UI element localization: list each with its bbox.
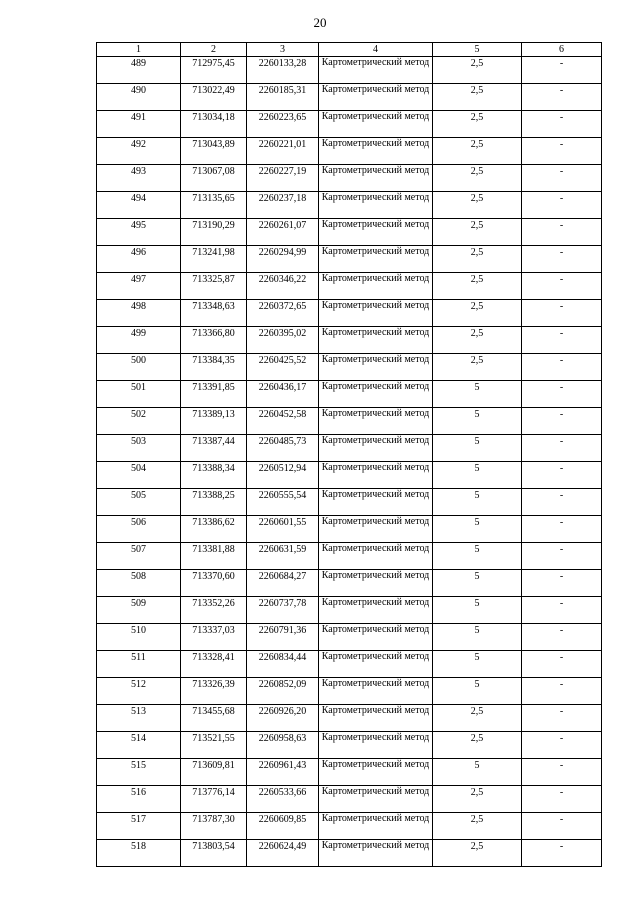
y-coordinate-cell: 2260512,94 xyxy=(247,462,319,489)
table-row xyxy=(97,300,602,327)
point-number-cell: 508 xyxy=(97,570,181,597)
table-row xyxy=(97,705,602,732)
method-cell: Картометрический метод xyxy=(319,192,433,219)
x-coordinate-cell: 713348,63 xyxy=(181,300,247,327)
y-coordinate-cell: 2260395,02 xyxy=(247,327,319,354)
x-coordinate-cell: 713388,34 xyxy=(181,462,247,489)
x-coordinate-cell: 713241,98 xyxy=(181,246,247,273)
point-number-cell: 510 xyxy=(97,624,181,651)
point-number-cell: 492 xyxy=(97,138,181,165)
accuracy-cell: 2,5 xyxy=(433,300,522,327)
note-cell: - xyxy=(522,516,602,543)
point-number-cell: 515 xyxy=(97,759,181,786)
point-number-cell: 491 xyxy=(97,111,181,138)
y-coordinate-cell: 2260631,59 xyxy=(247,543,319,570)
method-cell: Картометрический метод xyxy=(319,624,433,651)
table-row xyxy=(97,408,602,435)
y-coordinate-cell: 2260926,20 xyxy=(247,705,319,732)
note-cell: - xyxy=(522,192,602,219)
x-coordinate-cell: 713326,39 xyxy=(181,678,247,705)
note-cell: - xyxy=(522,84,602,111)
table-row xyxy=(97,381,602,408)
x-coordinate-cell: 713043,89 xyxy=(181,138,247,165)
method-cell: Картометрический метод xyxy=(319,570,433,597)
note-cell: - xyxy=(522,570,602,597)
note-cell: - xyxy=(522,732,602,759)
note-cell: - xyxy=(522,327,602,354)
point-number-cell: 500 xyxy=(97,354,181,381)
point-number-cell: 490 xyxy=(97,84,181,111)
accuracy-cell: 2,5 xyxy=(433,165,522,192)
point-number-cell: 503 xyxy=(97,435,181,462)
note-cell: - xyxy=(522,597,602,624)
method-cell: Картометрический метод xyxy=(319,543,433,570)
method-cell: Картометрический метод xyxy=(319,597,433,624)
table-row xyxy=(97,84,602,111)
note-cell: - xyxy=(522,273,602,300)
point-number-cell: 497 xyxy=(97,273,181,300)
x-coordinate-cell: 713386,62 xyxy=(181,516,247,543)
method-cell: Картометрический метод xyxy=(319,516,433,543)
method-cell: Картометрический метод xyxy=(319,813,433,840)
method-cell: Картометрический метод xyxy=(319,84,433,111)
point-number-cell: 494 xyxy=(97,192,181,219)
note-cell: - xyxy=(522,813,602,840)
table-row xyxy=(97,624,602,651)
note-cell: - xyxy=(522,462,602,489)
y-coordinate-cell: 2260601,55 xyxy=(247,516,319,543)
accuracy-cell: 5 xyxy=(433,489,522,516)
point-number-cell: 505 xyxy=(97,489,181,516)
y-coordinate-cell: 2260609,85 xyxy=(247,813,319,840)
y-coordinate-cell: 2260185,31 xyxy=(247,84,319,111)
accuracy-cell: 2,5 xyxy=(433,354,522,381)
x-coordinate-cell: 713328,41 xyxy=(181,651,247,678)
method-cell: Картометрический метод xyxy=(319,57,433,84)
point-number-cell: 514 xyxy=(97,732,181,759)
x-coordinate-cell: 713776,14 xyxy=(181,786,247,813)
method-cell: Картометрический метод xyxy=(319,489,433,516)
method-cell: Картометрический метод xyxy=(319,651,433,678)
x-coordinate-cell: 713135,65 xyxy=(181,192,247,219)
accuracy-cell: 2,5 xyxy=(433,705,522,732)
point-number-cell: 507 xyxy=(97,543,181,570)
point-number-cell: 512 xyxy=(97,678,181,705)
accuracy-cell: 2,5 xyxy=(433,327,522,354)
table-row xyxy=(97,354,602,381)
y-coordinate-cell: 2260227,19 xyxy=(247,165,319,192)
x-coordinate-cell: 713366,80 xyxy=(181,327,247,354)
note-cell: - xyxy=(522,543,602,570)
table-row xyxy=(97,732,602,759)
accuracy-cell: 5 xyxy=(433,759,522,786)
note-cell: - xyxy=(522,759,602,786)
note-cell: - xyxy=(522,57,602,84)
point-number-cell: 518 xyxy=(97,840,181,867)
note-cell: - xyxy=(522,219,602,246)
y-coordinate-cell: 2260133,28 xyxy=(247,57,319,84)
y-coordinate-cell: 2260452,58 xyxy=(247,408,319,435)
y-coordinate-cell: 2260852,09 xyxy=(247,678,319,705)
accuracy-cell: 2,5 xyxy=(433,111,522,138)
point-number-cell: 511 xyxy=(97,651,181,678)
note-cell: - xyxy=(522,408,602,435)
accuracy-cell: 5 xyxy=(433,597,522,624)
method-cell: Картометрический метод xyxy=(319,300,433,327)
note-cell: - xyxy=(522,165,602,192)
point-number-cell: 499 xyxy=(97,327,181,354)
column-header: 1 xyxy=(97,43,181,57)
y-coordinate-cell: 2260372,65 xyxy=(247,300,319,327)
y-coordinate-cell: 2260958,63 xyxy=(247,732,319,759)
y-coordinate-cell: 2260791,36 xyxy=(247,624,319,651)
y-coordinate-cell: 2260221,01 xyxy=(247,138,319,165)
method-cell: Картометрический метод xyxy=(319,273,433,300)
accuracy-cell: 5 xyxy=(433,570,522,597)
note-cell: - xyxy=(522,381,602,408)
y-coordinate-cell: 2260294,99 xyxy=(247,246,319,273)
note-cell: - xyxy=(522,354,602,381)
point-number-cell: 517 xyxy=(97,813,181,840)
accuracy-cell: 2,5 xyxy=(433,192,522,219)
x-coordinate-cell: 713803,54 xyxy=(181,840,247,867)
y-coordinate-cell: 2260834,44 xyxy=(247,651,319,678)
point-number-cell: 493 xyxy=(97,165,181,192)
accuracy-cell: 2,5 xyxy=(433,219,522,246)
method-cell: Картометрический метод xyxy=(319,840,433,867)
y-coordinate-cell: 2260533,66 xyxy=(247,786,319,813)
table-row xyxy=(97,273,602,300)
y-coordinate-cell: 2260961,43 xyxy=(247,759,319,786)
y-coordinate-cell: 2260624,49 xyxy=(247,840,319,867)
y-coordinate-cell: 2260684,27 xyxy=(247,570,319,597)
y-coordinate-cell: 2260261,07 xyxy=(247,219,319,246)
accuracy-cell: 2,5 xyxy=(433,786,522,813)
column-header: 6 xyxy=(522,43,602,57)
accuracy-cell: 2,5 xyxy=(433,732,522,759)
x-coordinate-cell: 713787,30 xyxy=(181,813,247,840)
accuracy-cell: 5 xyxy=(433,651,522,678)
x-coordinate-cell: 713455,68 xyxy=(181,705,247,732)
method-cell: Картометрический метод xyxy=(319,759,433,786)
accuracy-cell: 5 xyxy=(433,678,522,705)
point-number-cell: 506 xyxy=(97,516,181,543)
coordinates-table xyxy=(96,42,602,867)
x-coordinate-cell: 713352,26 xyxy=(181,597,247,624)
point-number-cell: 513 xyxy=(97,705,181,732)
y-coordinate-cell: 2260346,22 xyxy=(247,273,319,300)
table-row xyxy=(97,165,602,192)
method-cell: Картометрический метод xyxy=(319,219,433,246)
note-cell: - xyxy=(522,300,602,327)
table-row xyxy=(97,678,602,705)
method-cell: Картометрический метод xyxy=(319,246,433,273)
note-cell: - xyxy=(522,138,602,165)
method-cell: Картометрический метод xyxy=(319,327,433,354)
column-header: 2 xyxy=(181,43,247,57)
column-header: 3 xyxy=(247,43,319,57)
method-cell: Картометрический метод xyxy=(319,786,433,813)
x-coordinate-cell: 713370,60 xyxy=(181,570,247,597)
method-cell: Картометрический метод xyxy=(319,462,433,489)
x-coordinate-cell: 713190,29 xyxy=(181,219,247,246)
accuracy-cell: 2,5 xyxy=(433,84,522,111)
accuracy-cell: 5 xyxy=(433,462,522,489)
method-cell: Картометрический метод xyxy=(319,354,433,381)
note-cell: - xyxy=(522,705,602,732)
y-coordinate-cell: 2260223,65 xyxy=(247,111,319,138)
point-number-cell: 496 xyxy=(97,246,181,273)
table-row xyxy=(97,570,602,597)
method-cell: Картометрический метод xyxy=(319,678,433,705)
table-row xyxy=(97,111,602,138)
x-coordinate-cell: 712975,45 xyxy=(181,57,247,84)
method-cell: Картометрический метод xyxy=(319,111,433,138)
note-cell: - xyxy=(522,435,602,462)
accuracy-cell: 5 xyxy=(433,624,522,651)
method-cell: Картометрический метод xyxy=(319,705,433,732)
x-coordinate-cell: 713381,88 xyxy=(181,543,247,570)
column-header: 5 xyxy=(433,43,522,57)
table-row xyxy=(97,327,602,354)
x-coordinate-cell: 713022,49 xyxy=(181,84,247,111)
table-row xyxy=(97,840,602,867)
method-cell: Картометрический метод xyxy=(319,381,433,408)
table-row xyxy=(97,786,602,813)
note-cell: - xyxy=(522,111,602,138)
x-coordinate-cell: 713387,44 xyxy=(181,435,247,462)
method-cell: Картометрический метод xyxy=(319,138,433,165)
x-coordinate-cell: 713389,13 xyxy=(181,408,247,435)
x-coordinate-cell: 713067,08 xyxy=(181,165,247,192)
accuracy-cell: 5 xyxy=(433,543,522,570)
x-coordinate-cell: 713391,85 xyxy=(181,381,247,408)
note-cell: - xyxy=(522,624,602,651)
note-cell: - xyxy=(522,678,602,705)
point-number-cell: 509 xyxy=(97,597,181,624)
point-number-cell: 498 xyxy=(97,300,181,327)
table-row xyxy=(97,192,602,219)
y-coordinate-cell: 2260237,18 xyxy=(247,192,319,219)
table-row xyxy=(97,246,602,273)
table-row xyxy=(97,462,602,489)
note-cell: - xyxy=(522,840,602,867)
y-coordinate-cell: 2260555,54 xyxy=(247,489,319,516)
accuracy-cell: 5 xyxy=(433,516,522,543)
x-coordinate-cell: 713384,35 xyxy=(181,354,247,381)
table-row xyxy=(97,651,602,678)
y-coordinate-cell: 2260436,17 xyxy=(247,381,319,408)
table-row xyxy=(97,219,602,246)
y-coordinate-cell: 2260737,78 xyxy=(247,597,319,624)
table-row xyxy=(97,57,602,84)
table-row xyxy=(97,516,602,543)
y-coordinate-cell: 2260425,52 xyxy=(247,354,319,381)
header-row xyxy=(97,43,602,57)
point-number-cell: 501 xyxy=(97,381,181,408)
page-number: 20 xyxy=(313,15,327,30)
table-row xyxy=(97,435,602,462)
x-coordinate-cell: 713609,81 xyxy=(181,759,247,786)
x-coordinate-cell: 713325,87 xyxy=(181,273,247,300)
accuracy-cell: 5 xyxy=(433,435,522,462)
method-cell: Картометрический метод xyxy=(319,435,433,462)
x-coordinate-cell: 713034,18 xyxy=(181,111,247,138)
method-cell: Картометрический метод xyxy=(319,165,433,192)
point-number-cell: 495 xyxy=(97,219,181,246)
x-coordinate-cell: 713388,25 xyxy=(181,489,247,516)
table-row xyxy=(97,489,602,516)
accuracy-cell: 2,5 xyxy=(433,246,522,273)
column-header: 4 xyxy=(319,43,433,57)
point-number-cell: 504 xyxy=(97,462,181,489)
table-row xyxy=(97,543,602,570)
note-cell: - xyxy=(522,246,602,273)
accuracy-cell: 2,5 xyxy=(433,840,522,867)
note-cell: - xyxy=(522,489,602,516)
table-row xyxy=(97,597,602,624)
point-number-cell: 502 xyxy=(97,408,181,435)
accuracy-cell: 2,5 xyxy=(433,273,522,300)
note-cell: - xyxy=(522,651,602,678)
table-row xyxy=(97,813,602,840)
accuracy-cell: 2,5 xyxy=(433,138,522,165)
x-coordinate-cell: 713337,03 xyxy=(181,624,247,651)
accuracy-cell: 2,5 xyxy=(433,813,522,840)
table-row xyxy=(97,759,602,786)
point-number-cell: 489 xyxy=(97,57,181,84)
y-coordinate-cell: 2260485,73 xyxy=(247,435,319,462)
accuracy-cell: 5 xyxy=(433,381,522,408)
method-cell: Картометрический метод xyxy=(319,408,433,435)
accuracy-cell: 2,5 xyxy=(433,57,522,84)
accuracy-cell: 5 xyxy=(433,408,522,435)
table-row xyxy=(97,138,602,165)
point-number-cell: 516 xyxy=(97,786,181,813)
x-coordinate-cell: 713521,55 xyxy=(181,732,247,759)
note-cell: - xyxy=(522,786,602,813)
method-cell: Картометрический метод xyxy=(319,732,433,759)
